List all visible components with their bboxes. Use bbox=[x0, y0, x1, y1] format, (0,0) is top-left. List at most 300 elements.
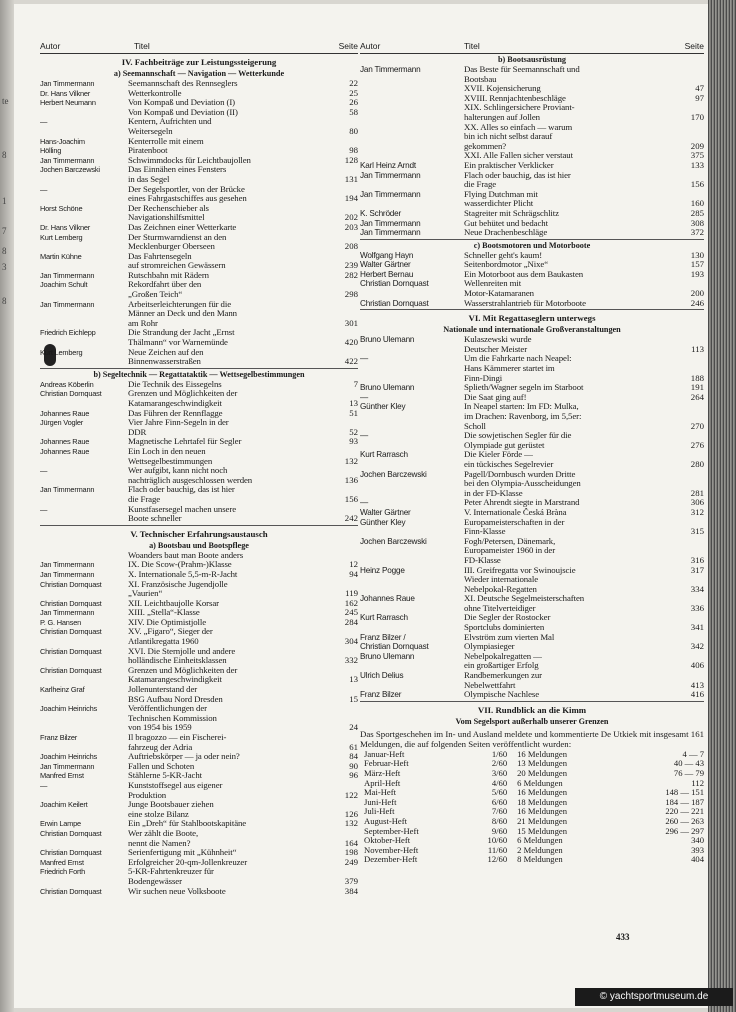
entry-page bbox=[336, 704, 358, 714]
entry-title: halterungen auf Jollen bbox=[464, 112, 540, 122]
entry-page bbox=[682, 470, 704, 480]
entry-title: ein tückisches Segelrevier bbox=[464, 459, 554, 469]
entry-author bbox=[360, 75, 464, 85]
index-entry bbox=[360, 431, 704, 441]
entry-title: eines Fahrgastschiffes aus gesehen bbox=[128, 194, 247, 204]
entry-page: 22 bbox=[349, 78, 358, 88]
heft-number: 1/60 bbox=[491, 748, 508, 759]
entry-title: Splieth/Wagner segeln im Starboot bbox=[464, 383, 584, 393]
entry-title: Europameister 1960 in der bbox=[464, 546, 556, 556]
entry-author: Jochen Barczewski bbox=[360, 469, 427, 479]
index-entry bbox=[360, 113, 704, 123]
entry-author: Christian Dornquast bbox=[40, 579, 102, 589]
heft-month: Oktober-Heft bbox=[364, 835, 411, 846]
index-entry bbox=[360, 508, 704, 518]
entry-author: Jan Timmermann bbox=[360, 65, 421, 74]
heft-pages: 393 bbox=[691, 844, 704, 855]
index-entry bbox=[360, 123, 704, 133]
entry-title: bin ich nicht selbst darauf bbox=[464, 132, 553, 142]
column-header bbox=[360, 40, 704, 54]
entry-title: nennt die Namen? bbox=[128, 838, 191, 848]
heft-count: 6 Meldungen bbox=[517, 835, 563, 846]
entry-title: Piratenboot bbox=[128, 146, 168, 156]
edge-mark: 3 bbox=[2, 262, 7, 272]
entry-author: — bbox=[40, 780, 48, 790]
entry-page: 342 bbox=[690, 641, 704, 652]
index-entry bbox=[360, 604, 704, 614]
entry-author: — bbox=[40, 504, 48, 514]
entry-title: Die Strandung der Jacht „Ernst bbox=[128, 328, 235, 338]
index-entry bbox=[40, 223, 358, 233]
entry-title: Technischen Kommission bbox=[128, 713, 217, 723]
entry-title: Die Segler der Rostocker bbox=[464, 613, 551, 623]
entry-author bbox=[360, 556, 464, 566]
entry-title: Weitersegeln bbox=[128, 126, 173, 136]
index-entry bbox=[360, 566, 704, 576]
index-entry bbox=[360, 422, 704, 432]
entry-author bbox=[40, 810, 128, 820]
entry-page bbox=[682, 402, 704, 412]
index-entry bbox=[40, 137, 358, 147]
entry-author: Christian Dornquast bbox=[40, 886, 102, 896]
heft-number: 3/60 bbox=[491, 768, 508, 778]
entry-author: Horst Schöne bbox=[40, 203, 83, 213]
entry-author bbox=[360, 364, 464, 374]
section-rule bbox=[360, 309, 704, 310]
entry-title: Kulaszewski wurde bbox=[464, 335, 532, 345]
entry-author: Bruno Ulemann bbox=[360, 651, 415, 661]
index-entry bbox=[40, 514, 358, 524]
heft-month: Januar-Heft bbox=[364, 748, 405, 759]
index-entry bbox=[40, 194, 358, 204]
entry-author: Christian Dornquast bbox=[40, 848, 102, 858]
entry-title: Nebelwettfahrt bbox=[464, 680, 516, 690]
entry-title: im Drachen: Ravenborg, im 5,5er: bbox=[464, 412, 582, 421]
entry-author bbox=[360, 489, 464, 499]
entry-title: Das Fahrtensegeln bbox=[128, 251, 192, 261]
subsection-heading: b) Bootsausrüstung bbox=[497, 55, 567, 64]
entry-author: Hölling bbox=[40, 146, 62, 156]
index-entry bbox=[40, 495, 358, 505]
entry-author bbox=[360, 151, 464, 161]
entry-author: Joachim Heinrichs bbox=[40, 704, 97, 714]
entry-title: Der Rechenschieber als bbox=[128, 203, 209, 213]
entry-page: 132 bbox=[344, 818, 358, 829]
entry-title: Flach oder bauchig, das ist hier bbox=[464, 170, 571, 180]
entry-author: Hans-Joachim bbox=[40, 136, 85, 146]
entry-page: 26 bbox=[349, 97, 358, 108]
entry-author bbox=[40, 127, 128, 137]
index-entry bbox=[40, 156, 358, 166]
entry-page: 98 bbox=[349, 145, 358, 156]
entry-author bbox=[360, 460, 464, 470]
entry-author: Heinz Pogge bbox=[360, 565, 405, 575]
entry-title: Fogh/Petersen, Dänemark, bbox=[464, 536, 556, 546]
entry-page: 162 bbox=[344, 597, 358, 608]
entry-title: Finn-Klasse bbox=[464, 527, 506, 537]
index-entry bbox=[40, 175, 358, 185]
entry-author bbox=[360, 661, 464, 671]
heft-count: 16 Meldungen bbox=[517, 787, 568, 798]
entry-title: Der Sturmwarndienst an den bbox=[128, 232, 227, 242]
index-entry bbox=[360, 537, 704, 547]
index-entry bbox=[40, 89, 358, 99]
entry-author bbox=[360, 441, 464, 451]
entry-author bbox=[40, 675, 128, 685]
entry-author bbox=[360, 94, 464, 104]
subsection-heading: b) Segeltechnik — Regattataktik — Wettsegelbestimmungen bbox=[93, 369, 305, 379]
index-entry bbox=[40, 887, 358, 897]
entry-author: Jan Timmermann bbox=[40, 761, 95, 771]
index-entry bbox=[40, 637, 358, 647]
entry-author bbox=[40, 839, 128, 849]
entry-title: Grenzen und Möglichkeiten der bbox=[128, 665, 238, 675]
entry-author bbox=[40, 637, 128, 647]
entry-page: 308 bbox=[690, 217, 704, 228]
watermark: © yachtsportmuseum.de bbox=[575, 988, 733, 1006]
entry-title: Schneller geht's kaum! bbox=[464, 250, 543, 260]
heft-month: April-Heft bbox=[364, 777, 401, 788]
heft-month: Juli-Heft bbox=[364, 806, 395, 817]
entry-author: — bbox=[360, 431, 368, 441]
entry-page: 13 bbox=[349, 398, 358, 408]
entry-author bbox=[360, 604, 464, 614]
index-entry bbox=[360, 585, 704, 595]
index-entry bbox=[40, 791, 358, 801]
index-entry bbox=[360, 161, 704, 171]
index-entry bbox=[40, 280, 358, 290]
entry-title: Neue Drachenbeschläge bbox=[464, 228, 548, 238]
entry-author bbox=[360, 681, 464, 691]
edge-mark: te bbox=[2, 96, 9, 106]
entry-author bbox=[40, 695, 128, 705]
index-entry bbox=[40, 733, 358, 743]
entry-title: Bootsbau bbox=[464, 74, 497, 84]
index-entry bbox=[360, 335, 704, 345]
entry-page: 24 bbox=[349, 722, 358, 733]
entry-author: Walter Gärtner bbox=[360, 260, 411, 270]
entry-title: X. Internationale 5,5-m-R-Jacht bbox=[128, 569, 238, 579]
entry-page: 170 bbox=[690, 111, 704, 122]
entry-title: Mecklenburger Oberseen bbox=[128, 242, 215, 252]
entry-author: Herbert Bernau bbox=[360, 269, 414, 279]
entry-author bbox=[40, 399, 128, 409]
entry-title: Erfolgreicher 20-qm-Jollenkreuzer bbox=[128, 857, 248, 867]
entry-author: Jochen Barczewski bbox=[360, 536, 427, 546]
index-entry bbox=[40, 781, 358, 791]
index-entry bbox=[40, 252, 358, 262]
entry-author: — bbox=[360, 498, 368, 508]
entry-title: Nebelpokal-Regatten bbox=[464, 584, 537, 594]
entry-page bbox=[336, 300, 358, 310]
entry-title: Bodengewässer bbox=[128, 876, 182, 886]
entry-page: 315 bbox=[690, 526, 704, 537]
entry-page: 191 bbox=[690, 382, 704, 393]
entry-page: 47 bbox=[695, 83, 704, 94]
entry-title: wasserdichter Plicht bbox=[464, 199, 534, 209]
entry-page: 119 bbox=[345, 588, 358, 599]
index-entry bbox=[40, 409, 358, 419]
entry-title: Wasserstrahlantrieb für Motorboote bbox=[464, 298, 586, 308]
entry-page: 301 bbox=[344, 317, 358, 328]
index-page bbox=[14, 4, 708, 1008]
entry-title: Vier Jahre Finn-Segeln in der bbox=[128, 418, 229, 428]
entry-author bbox=[40, 495, 128, 505]
entry-author: Jan Timmermann bbox=[360, 218, 421, 228]
entry-title: die Frage bbox=[128, 494, 161, 504]
entry-author: Kurt Rarrasch bbox=[360, 613, 408, 623]
right-entries bbox=[360, 54, 704, 727]
entry-author: Christian Dornquast bbox=[40, 646, 102, 656]
edge-mark: 1 bbox=[2, 196, 7, 206]
entry-page: 126 bbox=[344, 808, 358, 819]
entry-title: Kenterrolle mit einem bbox=[128, 136, 204, 146]
heft-pages: 296 — 297 bbox=[665, 825, 704, 836]
entry-title: Von Kompaß und Deviation (II) bbox=[128, 107, 238, 117]
entry-title: Um die Fahrkarte nach Neapel: bbox=[464, 354, 572, 364]
index-entry bbox=[360, 103, 704, 113]
heft-pages: 112 bbox=[691, 777, 704, 788]
entry-page: 61 bbox=[349, 741, 358, 752]
entry-author: Christian Dornquast bbox=[40, 828, 102, 838]
right-column bbox=[360, 40, 704, 865]
entry-title: von 1954 bis 1959 bbox=[128, 723, 192, 733]
heft-count: 16 Meldungen bbox=[517, 806, 568, 817]
entry-author: Christian Dornquast bbox=[360, 279, 429, 289]
index-entry bbox=[360, 556, 704, 566]
entry-page: 280 bbox=[690, 458, 704, 469]
entry-title: Woanders baut man Boote anders bbox=[128, 550, 244, 560]
entry-author bbox=[360, 199, 464, 209]
header-autor: Autor bbox=[360, 41, 381, 51]
subsection-heading: Nationale und internationale Großveranstaltungen bbox=[443, 325, 621, 335]
heft-number: 10/60 bbox=[487, 835, 508, 846]
index-entry bbox=[40, 399, 358, 409]
entry-page: 306 bbox=[690, 497, 704, 508]
heft-pages: 260 — 263 bbox=[665, 815, 704, 826]
index-entry bbox=[40, 447, 358, 457]
entry-title: Wir suchen neue Volksboote bbox=[128, 886, 226, 896]
index-entry bbox=[360, 228, 704, 238]
entry-author bbox=[360, 84, 464, 94]
edge-mark: 7 bbox=[2, 226, 7, 236]
index-entry bbox=[360, 470, 704, 480]
entry-title: in das Segel bbox=[128, 174, 170, 184]
entry-title: Die Saat ging auf! bbox=[464, 392, 527, 402]
entry-title: BSG Aufbau Nord Dresden bbox=[128, 694, 223, 704]
index-entry bbox=[360, 65, 704, 75]
header-titel: Titel bbox=[134, 41, 150, 51]
entry-author: Jan Timmermann bbox=[40, 569, 95, 579]
index-entry bbox=[40, 656, 358, 666]
heft-count: 13 Meldungen bbox=[517, 758, 568, 769]
index-entry bbox=[40, 771, 358, 781]
entry-author bbox=[40, 476, 128, 486]
entry-author bbox=[360, 132, 464, 142]
entry-author bbox=[360, 479, 464, 489]
entry-author: Christian Dornquast bbox=[40, 598, 102, 608]
entry-page: 341 bbox=[690, 622, 704, 633]
entry-author: Dr. Hans Vilkner bbox=[40, 88, 91, 98]
heft-count: 15 Meldungen bbox=[517, 825, 568, 836]
index-entry bbox=[40, 389, 358, 399]
entry-page bbox=[682, 65, 704, 75]
index-entry bbox=[360, 132, 704, 142]
entry-author: Joachim Keilert bbox=[40, 800, 88, 810]
entry-page: 200 bbox=[690, 288, 704, 299]
entry-author: Jan Timmermann bbox=[360, 189, 421, 199]
entry-title: Wettsegelbestimmungen bbox=[128, 456, 213, 466]
section-rule bbox=[40, 525, 358, 526]
entry-page: 113 bbox=[691, 343, 704, 354]
index-entry bbox=[360, 354, 704, 364]
entry-title: Ein praktischer Verklicker bbox=[464, 160, 554, 170]
index-entry bbox=[40, 79, 358, 89]
entry-title: Auftriebskörper — ja oder nein? bbox=[128, 752, 240, 762]
entry-title: Ein Motorboot aus dem Baukasten bbox=[464, 269, 584, 279]
heft-count: 6 Meldungen bbox=[517, 777, 563, 788]
entry-page: 131 bbox=[344, 173, 358, 184]
index-entry bbox=[40, 752, 358, 762]
index-entry bbox=[360, 671, 704, 681]
entry-title: Die Kieler Förde — bbox=[464, 450, 533, 460]
entry-author bbox=[40, 428, 128, 438]
entry-author bbox=[360, 575, 464, 585]
entry-author bbox=[40, 877, 128, 887]
entry-page: 276 bbox=[690, 439, 704, 450]
index-entry bbox=[40, 675, 358, 685]
entry-title: Stagreiter mit Schrägschlitz bbox=[464, 208, 559, 218]
index-entry bbox=[360, 270, 704, 280]
entry-page: 379 bbox=[344, 875, 358, 886]
entry-author: Christian Dornquast bbox=[40, 665, 102, 675]
heft-number: 4/60 bbox=[491, 777, 508, 788]
entry-page: 413 bbox=[690, 679, 704, 690]
entry-author: Günther Kley bbox=[360, 517, 406, 527]
entry-title: Ein Loch in den neuen bbox=[128, 446, 206, 456]
entry-author: K. Schröder bbox=[360, 208, 402, 218]
entry-page: 188 bbox=[690, 372, 704, 383]
entry-page: 270 bbox=[690, 420, 704, 431]
index-entry bbox=[40, 743, 358, 753]
entry-page: 242 bbox=[344, 513, 358, 524]
entry-title: Jollenunterstand der bbox=[128, 685, 198, 695]
entry-title: IX. Die Scow-(Prahm-)Klasse bbox=[128, 560, 232, 570]
entry-title: Wellenreiten mit bbox=[464, 279, 522, 289]
heft-pages: 40 — 43 bbox=[673, 758, 704, 769]
entry-author: Joachim Schult bbox=[40, 280, 88, 290]
header-seite: Seite bbox=[684, 41, 704, 51]
heft-count: 2 Meldungen bbox=[517, 844, 563, 855]
index-entry bbox=[40, 647, 358, 657]
entry-author: Jan Timmermann bbox=[40, 79, 95, 88]
entry-title: „Vaurien“ bbox=[128, 589, 163, 599]
index-entry bbox=[40, 800, 358, 810]
index-entry bbox=[360, 518, 704, 528]
entry-page: 12 bbox=[349, 559, 358, 570]
entry-title: Kunstfasersegel machen unsere bbox=[128, 504, 236, 514]
entry-page: 156 bbox=[344, 493, 358, 504]
entry-title: Das Einnähen eines Fensters bbox=[128, 165, 227, 175]
heft-pages: 340 bbox=[691, 835, 704, 846]
section-rule bbox=[360, 701, 704, 702]
entry-title: in der FD-Klasse bbox=[464, 488, 523, 498]
entry-title: holländische Einheitsklassen bbox=[128, 656, 227, 666]
entry-title: Katamarangeschwindigkeit bbox=[128, 675, 222, 685]
entry-title: nachträglich ausgeschlossen werden bbox=[128, 475, 253, 485]
entry-title: eine stolze Bilanz bbox=[128, 809, 189, 819]
entry-title: ohne Titelverteidiger bbox=[464, 603, 536, 613]
entry-page: 203 bbox=[344, 221, 358, 232]
entry-author bbox=[40, 242, 128, 252]
index-entry bbox=[40, 714, 358, 724]
edge-mark: 8 bbox=[2, 296, 7, 306]
entry-author: Herbert Neumann bbox=[40, 98, 96, 108]
entry-title: Il bragozzo — ein Fischerei- bbox=[128, 733, 227, 742]
index-entry bbox=[360, 661, 704, 671]
index-entry bbox=[360, 190, 704, 200]
entry-title: Kentern, Aufrichten und bbox=[128, 117, 212, 127]
heft-pages: 4 — 7 bbox=[682, 748, 704, 759]
entry-title: Wer aufgibt, kann nicht noch bbox=[128, 466, 228, 476]
entry-title: XXI. Alle Fallen sicher verstaut bbox=[464, 151, 573, 161]
index-entry bbox=[360, 142, 704, 152]
entry-author bbox=[40, 723, 128, 733]
index-entry bbox=[360, 633, 704, 643]
index-entry bbox=[360, 75, 704, 85]
index-entry bbox=[360, 402, 704, 412]
entry-page: 15 bbox=[349, 693, 358, 704]
entry-title: Das Führen der Rennflagge bbox=[128, 408, 223, 418]
entry-author: Christian Dornquast bbox=[360, 298, 429, 308]
index-entry bbox=[360, 460, 704, 470]
entry-title: Veröffentlichungen der bbox=[128, 704, 207, 714]
index-entry bbox=[360, 345, 704, 355]
index-entry bbox=[40, 829, 358, 839]
edge-marks bbox=[2, 0, 14, 1012]
heft-pages: 404 bbox=[691, 854, 704, 865]
entry-title: Produktion bbox=[128, 790, 167, 800]
left-column bbox=[40, 40, 358, 896]
entry-page: 156 bbox=[690, 179, 704, 190]
entry-title: Ein „Dreh“ für Stahlbootskapitäne bbox=[128, 819, 247, 829]
hefte-table bbox=[360, 750, 704, 865]
entry-title: XII. Leichtbaujolle Korsar bbox=[128, 598, 219, 608]
entry-page: 97 bbox=[695, 92, 704, 103]
edge-mark: 8 bbox=[2, 150, 7, 160]
entry-title: Das Zeichnen einer Wetterkarte bbox=[128, 222, 237, 232]
entry-title: XI. Deutsche Segelmeisterschaften bbox=[464, 594, 585, 604]
entry-title: XVIII. Rennjachtenbeschläge bbox=[464, 93, 566, 103]
entry-author: Kurt Lemberg bbox=[40, 347, 83, 357]
index-entry bbox=[40, 599, 358, 609]
entry-title: Wieder internationale bbox=[464, 575, 538, 585]
heft-month: Juni-Heft bbox=[364, 796, 397, 807]
entry-title: XVI. Die Sternjolle und andere bbox=[128, 646, 236, 656]
index-entry bbox=[360, 289, 704, 299]
left-entries bbox=[40, 56, 358, 896]
index-entry bbox=[40, 319, 358, 329]
entry-page: 90 bbox=[349, 760, 358, 771]
entry-page: 84 bbox=[349, 751, 358, 762]
index-entry bbox=[40, 146, 358, 156]
entry-page: 312 bbox=[690, 506, 704, 517]
entry-title: Flach oder bauchig, das ist hier bbox=[128, 485, 235, 495]
index-entry bbox=[360, 374, 704, 384]
index-entry bbox=[40, 300, 358, 310]
entry-title: V. Internationale Česká Bràna bbox=[464, 507, 567, 517]
entry-title: Magnetische Lehrtafel für Segler bbox=[128, 437, 242, 447]
